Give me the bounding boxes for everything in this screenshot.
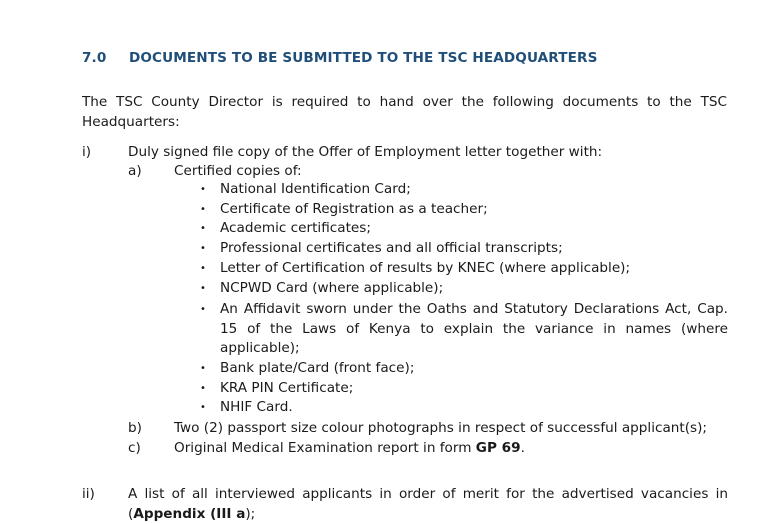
- intro-paragraph: The TSC County Director is required to hand over the following documents to the TSC Headquarters:: [82, 94, 727, 130]
- bullet-icon: •: [200, 223, 206, 234]
- item-label: i): [82, 144, 92, 160]
- item-text: A list of all interviewed applicants in order of merit for the advertised vacancies in (Appendix (III a);: [128, 486, 728, 522]
- section-number: 7.0: [82, 50, 107, 66]
- bullet-icon: •: [200, 263, 206, 274]
- item-text: Duly signed file copy of the Offer of Employment letter together with:: [128, 144, 603, 160]
- item-label: ii): [82, 486, 95, 502]
- sub-item-text: Certified copies of:: [174, 163, 302, 179]
- bullet-icon: •: [200, 204, 206, 215]
- bullet-icon: •: [200, 304, 206, 315]
- bullet-icon: •: [200, 383, 206, 394]
- appendix-reference: Appendix (III a: [133, 506, 246, 522]
- bullet-icon: •: [200, 283, 206, 294]
- sub-item-label: c): [128, 440, 141, 456]
- sub-item-text: Two (2) passport size colour photographs in respect of successful applicant(s);: [174, 420, 708, 436]
- form-code: GP 69: [475, 440, 521, 456]
- bullet-icon: •: [200, 184, 206, 195]
- bullet-icon: •: [200, 402, 206, 413]
- bullet-icon: •: [200, 243, 206, 254]
- sub-item-text: Original Medical Examination report in form GP 69.: [174, 440, 525, 456]
- document-page: 7.0 DOCUMENTS TO BE SUBMITTED TO THE TSC HEADQUARTERS The TSC County Director is required to hand over the following documents to the TSC Headquarters: i) Duly signed file copy of the Offer of Employment letter together with: a) Certified copies of: • National Identification Card; • Certificate of Registration as a teacher; • Academic certificates; • Professional certificates and all official transcripts; • Letter of Certification of results by KNEC (where applicable); • NCPWD Card (where applicable); • An Affidavit sworn under the Oaths and Statutory Declarations Act, Cap. 15 of the Laws of Kenya to explain the variance in names (where applicable); • Bank plate/Card (front face); • KRA PIN Certificate; • NHIF Card. b) Two (2) passport size colour photographs in respect of successful applicant(s); c) Original Medical Examination report in form GP 69. ii) A list of all interviewed applicants in order of merit for the advertised vacancies in (Appendix (III a);: [82, 50, 728, 522]
- bullet-icon: •: [200, 363, 206, 374]
- sub-item-label: b): [128, 420, 142, 436]
- section-title: DOCUMENTS TO BE SUBMITTED TO THE TSC HEADQUARTERS: [129, 50, 598, 66]
- sub-item-label: a): [128, 163, 142, 179]
